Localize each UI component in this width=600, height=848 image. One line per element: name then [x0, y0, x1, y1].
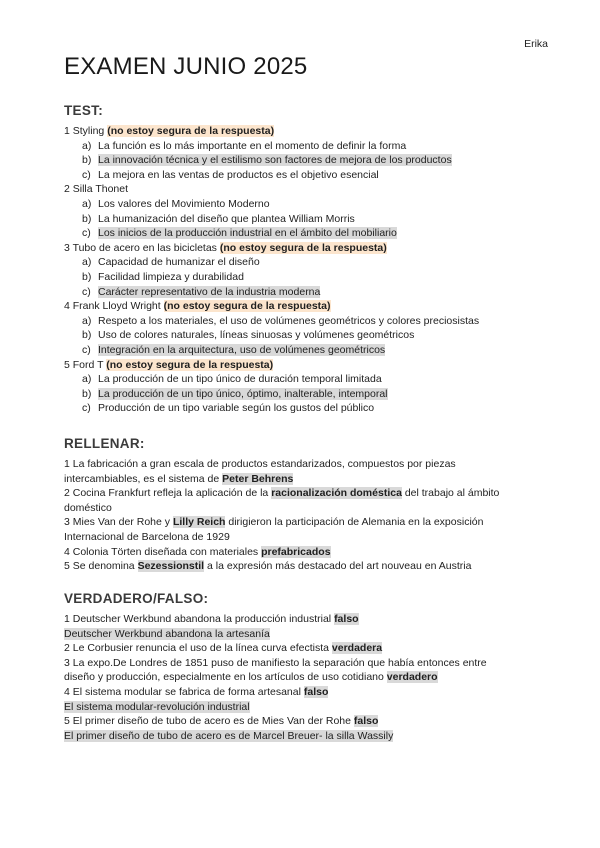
author-name: Erika	[524, 38, 548, 50]
fill-answer: Peter Behrens	[222, 472, 294, 485]
vf-correction: El sistema modular-revolución industrial	[64, 700, 250, 713]
vf-answer: verdadera	[331, 642, 383, 655]
question-title: 2 Silla Thonet	[64, 183, 129, 196]
option-c-selected: c) Integración en la arquitectura, uso de volúmenes geométricos	[82, 343, 386, 356]
fill-answer: Sezessionstil	[137, 560, 205, 573]
test-question	[64, 182, 544, 240]
vf-item: 2 Le Corbusier renuncia el uso de la línea curva efectista verdadera	[64, 642, 383, 655]
rellenar-section	[64, 436, 520, 574]
fill-answer: Lilly Reich	[172, 516, 226, 529]
vf-item: 4 El sistema modular se fabrica de forma artesanal falso	[64, 685, 329, 698]
question-title: 1 Styling	[64, 125, 105, 137]
option-b-selected: b) La innovación técnica y el estilismo son factores de mejora de los productos	[82, 154, 452, 167]
fill-item: 4 Colonia Törten diseñada con materiales prefabricados	[64, 545, 331, 558]
uncertain-note: (no estoy segura de la respuesta)	[107, 125, 275, 137]
option-a: a) Los valores del Movimiento Moderno	[82, 197, 270, 210]
vf-correction: El primer diseño de tubo de acero es de Marcel Breuer- la silla Wassily	[64, 729, 394, 742]
option-b: b) Facilidad limpieza y durabilidad	[82, 270, 244, 283]
vf-item: 3 La expo.De Londres de 1851 puso de manifiesto la separación que había entonces entre diseño y producción, especialmente en los artículos de uso cotidiano verdadero	[64, 656, 487, 684]
fill-item: 1 La fabricación a gran escala de productos estandarizados, compuestos por piezas intercambiables, es el sistema de Peter Behrens	[64, 458, 456, 485]
question-title: 3 Tubo de acero en las bicicletas	[64, 241, 217, 254]
option-c-selected: c) Los inicios de la producción industrial en el ámbito del mobiliario	[82, 227, 397, 240]
fill-item: 5 Se denomina Sezessionstil a la expresión más destacado del art nouveau en Austria	[64, 560, 472, 573]
test-section	[64, 103, 544, 416]
vf-answer: falso	[334, 613, 359, 625]
fill-item: 3 Mies Van der Rohe y Lilly Reich dirigieron la participación de Alemania en la exposición Internacional de Barcelona de 1929	[64, 516, 484, 543]
vf-section	[64, 591, 504, 743]
option-a: a) Respeto a los materiales, el uso de volúmenes geométricos y colores preciosistas	[82, 314, 480, 327]
option-c: c) Producción de un tipo variable según los gustos del público	[82, 402, 375, 415]
test-question	[64, 358, 544, 416]
vf-item: 5 El primer diseño de tubo de acero es de Mies Van der Rohe falso	[64, 715, 379, 728]
uncertain-note: (no estoy segura de la respuesta)	[106, 358, 274, 371]
option-c: c) La mejora en las ventas de productos es el objetivo esencial	[82, 168, 379, 181]
question-title: 5 Ford T	[64, 358, 104, 371]
test-question	[64, 241, 544, 299]
option-b: b) Uso de colores naturales, líneas sinuosas y volúmenes geométricos	[82, 329, 415, 342]
test-question	[64, 124, 544, 182]
option-a: a) Capacidad de humanizar el diseño	[82, 256, 260, 269]
fill-answer: prefabricados	[261, 545, 331, 558]
test-question	[64, 299, 544, 357]
option-b: b) La humanización del diseño que plantea William Morris	[82, 212, 355, 225]
option-c-selected: c) Carácter representativo de la industria moderna	[82, 285, 321, 298]
fill-item: 2 Cocina Frankfurt refleja la aplicación de la racionalización doméstica del trabajo al ámbito doméstico	[64, 487, 500, 514]
option-b-selected: b) La producción de un tipo único, óptimo, inalterable, intemporal	[82, 387, 388, 400]
vf-correction: Deutscher Werkbund abandona la artesanía	[64, 627, 270, 640]
page-title: EXAMEN JUNIO 2025	[64, 53, 308, 80]
vf-heading: VERDADERO/FALSO:	[64, 591, 209, 606]
option-a: a) La producción de un tipo único de duración temporal limitada	[82, 373, 382, 386]
rellenar-heading: RELLENAR:	[64, 436, 145, 451]
vf-answer: verdadero	[386, 671, 438, 684]
uncertain-note: (no estoy segura de la respuesta)	[163, 300, 331, 313]
vf-item: 1 Deutscher Werkbund abandona la producción industrial falso	[64, 613, 359, 625]
option-a: a) La función es lo más importante en el momento de definir la forma	[82, 139, 407, 152]
question-title: 4 Frank Lloyd Wright	[64, 300, 161, 313]
uncertain-note: (no estoy segura de la respuesta)	[219, 241, 387, 254]
vf-answer: falso	[303, 685, 329, 698]
fill-answer: racionalización doméstica	[271, 487, 402, 500]
vf-answer: falso	[353, 715, 379, 728]
test-heading: TEST:	[64, 103, 104, 118]
